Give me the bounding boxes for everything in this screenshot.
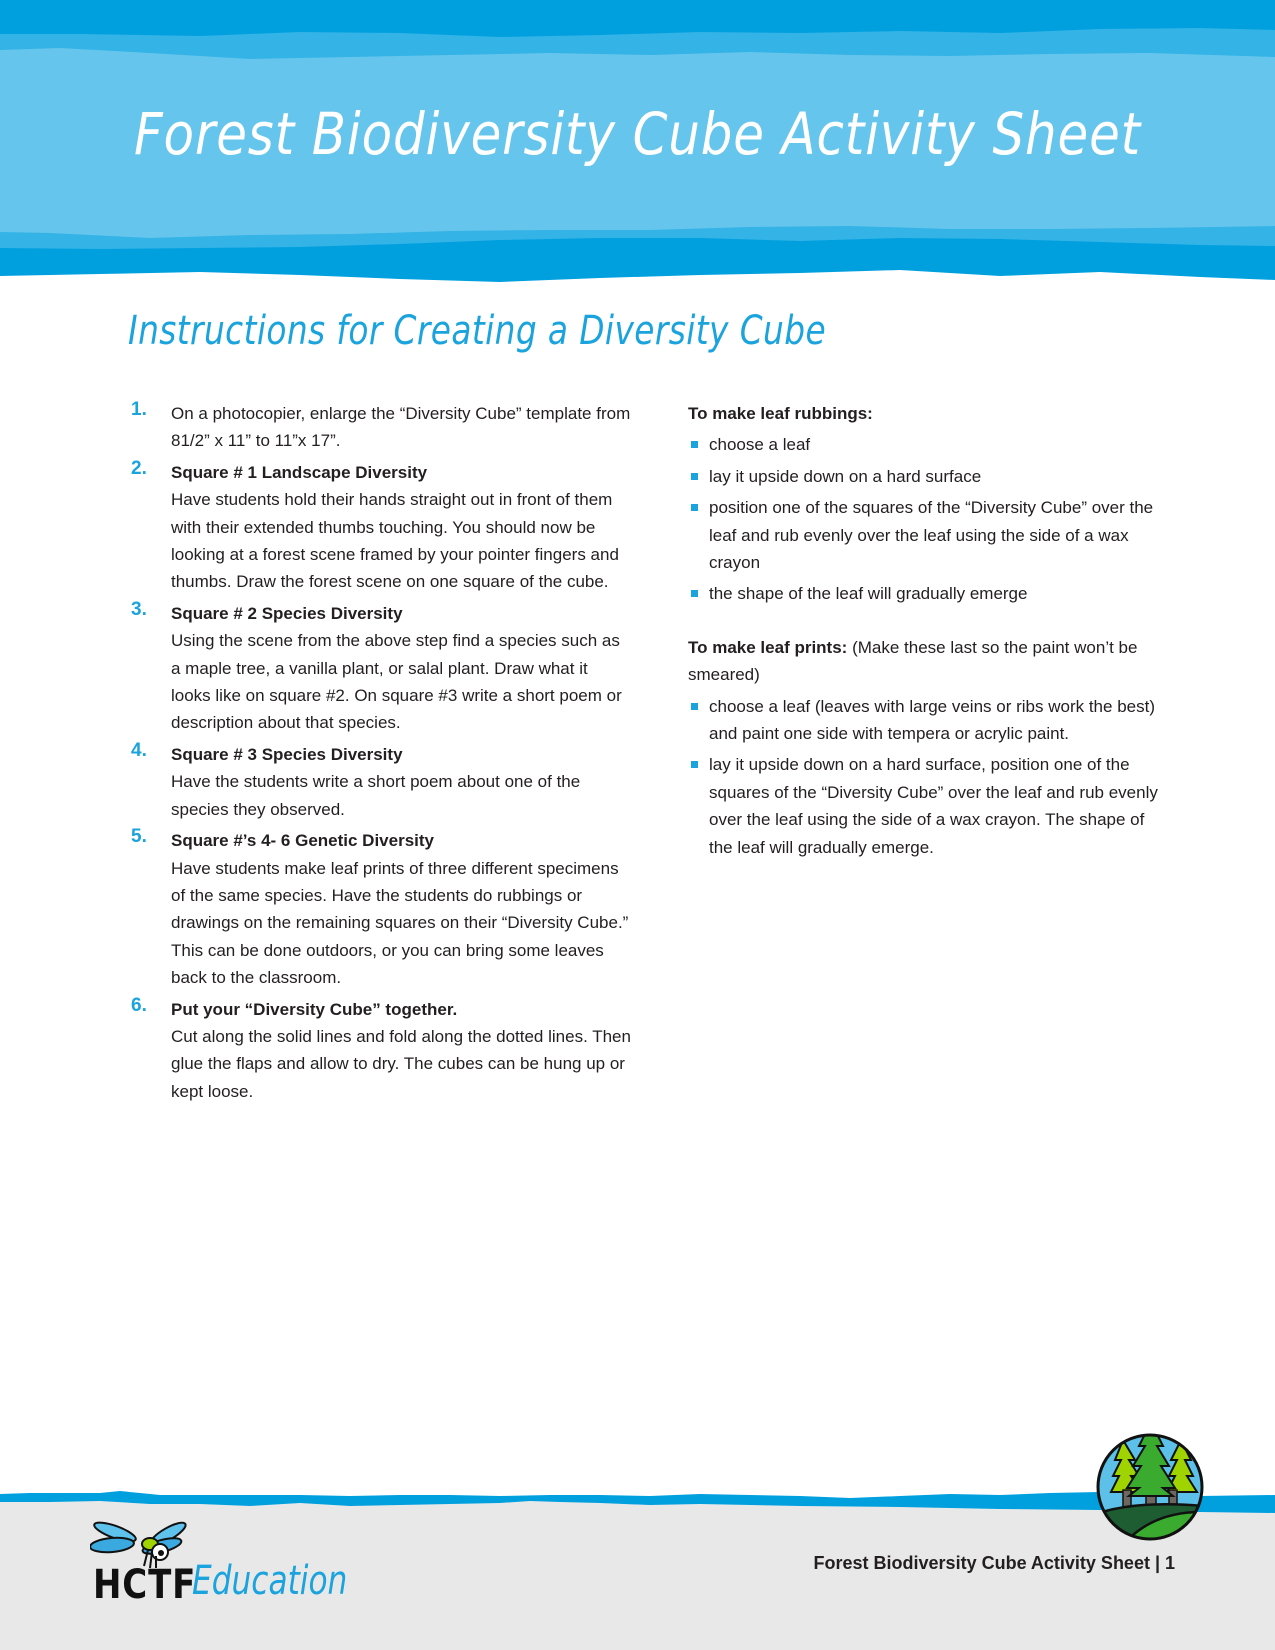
step-title: Square #’s 4- 6 Genetic Diversity	[171, 831, 434, 851]
step-body: On a photocopier, enlarge the “Diversity Cube” template from 81/2” x 11” to 11”x 17”.	[171, 404, 631, 451]
prints-heading	[688, 634, 1168, 689]
step-item	[131, 827, 631, 991]
step-title: Square # 1 Landscape Diversity	[171, 462, 428, 482]
rubbings-heading-label: To make leaf rubbings:	[688, 404, 873, 423]
step-item	[131, 400, 631, 455]
step-body: Have students make leaf prints of three different specimens of the same species. Have the students do rubbings or drawings on the remaining squares on their “Diversity Cube.” This can be done outdoors, or you can bring some leaves back to the classroom.	[171, 858, 629, 988]
step-number: 3.	[131, 598, 147, 620]
step-item	[131, 996, 631, 1106]
step-item	[131, 600, 631, 737]
step-body: Have the students write a short poem about one of the species they observed.	[171, 772, 581, 819]
rubbings-list	[688, 431, 1168, 607]
step-item	[131, 459, 631, 596]
list-item-text: the shape of the leaf will gradually emerge	[709, 584, 1028, 604]
list-item	[688, 751, 1168, 861]
step-number: 6.	[131, 994, 147, 1016]
section-heading: Instructions for Creating a Diversity Cube	[128, 308, 827, 354]
prints-list	[688, 693, 1168, 861]
list-item-text: lay it upside down on a hard surface, position one of the squares of the “Diversity Cube” over the leaf and rub evenly over the leaf using the side of a wax crayon. The shape of the leaf will gradually emerge.	[709, 755, 1158, 857]
hctf-education-logo	[90, 1518, 350, 1608]
list-item-text: choose a leaf (leaves with large veins or ribs work the best) and paint one side with tempera or acrylic paint.	[709, 696, 1155, 744]
prints-note: (Make these last so the paint won’t be smeared)	[688, 637, 1138, 685]
step-number: 4.	[131, 739, 147, 761]
leaf-instructions	[688, 400, 1168, 865]
step-title: Square # 2 Species Diversity	[171, 603, 403, 623]
list-item	[688, 693, 1168, 748]
square-bullet-icon	[691, 473, 698, 480]
step-title: Put your “Diversity Cube” together.	[171, 999, 458, 1019]
prints-heading-label: To make leaf prints:	[688, 637, 848, 657]
square-bullet-icon	[691, 504, 698, 511]
list-item-text: lay it upside down on a hard surface	[709, 466, 982, 486]
step-number: 5.	[131, 826, 147, 848]
page-header	[0, 0, 1275, 290]
list-item-text: position one of the squares of the “Diversity Cube” over the leaf and rub evenly over the leaf using the side of a wax crayon	[709, 498, 1154, 573]
step-body: Using the scene from the above step find a species such as a maple tree, a vanilla plant, or salal plant. Draw what it looks like on square #2. On square #3 write a short poem or description about that species.	[171, 631, 622, 733]
list-item	[688, 580, 1168, 607]
square-bullet-icon	[691, 441, 698, 448]
square-bullet-icon	[691, 590, 698, 597]
square-bullet-icon	[691, 761, 698, 768]
step-title: Square # 3 Species Diversity	[171, 744, 403, 764]
rubbings-heading	[688, 400, 1168, 427]
step-number: 2.	[131, 457, 147, 479]
footer-page-label: Forest Biodiversity Cube Activity Sheet | 1	[813, 1553, 1175, 1573]
logo-hctf-text: HCTF	[93, 1562, 197, 1608]
step-item	[131, 741, 631, 823]
square-bullet-icon	[691, 703, 698, 710]
logo-education-text: Education	[192, 1558, 348, 1604]
step-number: 1.	[131, 399, 147, 420]
forest-trees-icon	[1093, 1420, 1208, 1550]
step-body: Have students hold their hands straight out in front of them with their extended thumbs touching. You should now be looking at a forest scene framed by your pointer fingers and thumbs. Draw the forest scene on one square of the cube.	[171, 490, 619, 592]
list-item	[688, 463, 1168, 490]
list-item-text: choose a leaf	[709, 435, 811, 455]
step-body: Cut along the solid lines and fold along the dotted lines. Then glue the flaps and allow to dry. The cubes can be hung up or kept loose.	[171, 1026, 631, 1101]
page-title: Forest Biodiversity Cube Activity Sheet	[133, 100, 1142, 168]
steps-list	[131, 400, 631, 1109]
list-item	[688, 494, 1168, 576]
list-item	[688, 431, 1168, 458]
